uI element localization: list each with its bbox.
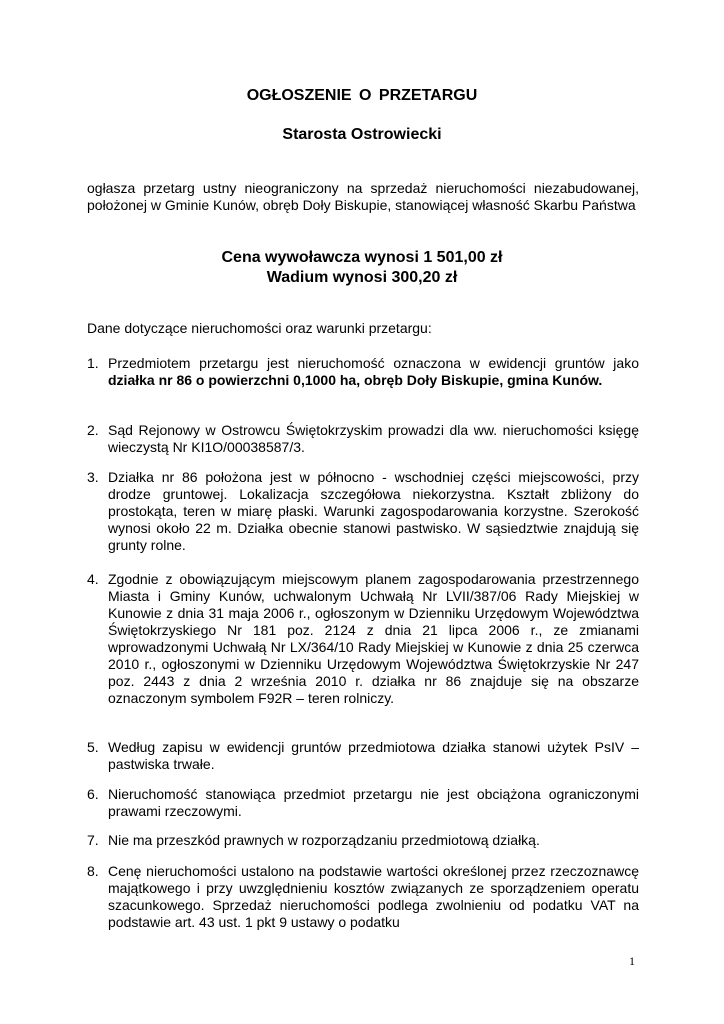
list-item-number: 2. (87, 422, 99, 438)
deposit-line: Wadium wynosi 300,20 zł (266, 269, 458, 286)
price-block (0, 248, 724, 288)
list-item (87, 863, 639, 931)
list-item (87, 739, 639, 773)
list-item-text-bold: działka nr 86 o powierzchni 0,1000 ha, obręb Doły Biskupie, gmina Kunów. (108, 372, 603, 388)
starting-price-line: Cena wywoławcza wynosi 1 501,00 zł (221, 249, 503, 266)
list-item-text: Według zapisu w ewidencji gruntów przedmiotowa działka stanowi użytek PsIV – pastwiska trwałe. (108, 739, 639, 772)
list-item-text: Sąd Rejonowy w Ostrowcu Świętokrzyskim prowadzi dla ww. nieruchomości księgę wieczystą Nr KI1O/00038587/3. (108, 422, 639, 455)
list-item-text: Działka nr 86 położona jest w północno - wschodniej części miejscowości, przy drodze gruntowej. Lokalizacja szczegółowa niekorzystna. Kształt zbliżony do prostokąta, teren w miarę płaski. Warunki zagospodarowania korzystne. Szerokość wynosi około 22 m. Działka obecnie stanowi pastwisko. W sąsiedztwie znajdują się grunty rolne. (108, 469, 639, 553)
list-item-text: Nieruchomość stanowiąca przedmiot przetargu nie jest obciążona ograniczonymi prawami rzeczowymi. (108, 786, 639, 819)
issuer-heading: Starosta Ostrowiecki (282, 126, 442, 143)
list-item-text (108, 355, 639, 389)
intro-paragraph: ogłasza przetarg ustny nieograniczony na sprzedaż nieruchomości niezabudowanej, położonej w Gminie Kunów, obręb Doły Biskupie, stanowiącej własność Skarbu Państwa (87, 180, 639, 213)
page-number: 1 (629, 954, 635, 968)
list-item-number: 5. (87, 739, 99, 755)
list-item-number: 8. (87, 863, 99, 879)
conditions-lead: Dane dotyczące nieruchomości oraz warunki przetargu: (87, 320, 432, 336)
list-item-number: 7. (87, 832, 99, 848)
list-item-text: Cenę nieruchomości ustalono na podstawie wartości określonej przez rzeczoznawcę majątkowego i przy uwzględnieniu kosztów związanych ze sporządzeniem operatu szacunkowego. Sprzedaż nieruchomości podlega zwolnieniu od podatku VAT na podstawie art. 43 ust. 1 pkt 9 ustawy o podatku (108, 863, 639, 930)
list-item (87, 571, 639, 707)
list-item (87, 355, 639, 389)
list-item (87, 832, 639, 849)
list-item (87, 786, 639, 820)
list-item-text-plain: Przedmiotem przetargu jest nieruchomość oznaczona w ewidencji gruntów jako (108, 355, 639, 371)
page-title: OGŁOSZENIE O PRZETARGU (246, 87, 478, 104)
list-item-number: 3. (87, 469, 99, 485)
list-item-number: 4. (87, 571, 99, 587)
list-item (87, 469, 639, 554)
list-item-number: 1. (87, 355, 99, 371)
list-item-number: 6. (87, 786, 99, 802)
list-item-text: Zgodnie z obowiązującym miejscowym planem zagospodarowania przestrzennego Miasta i Gminy Kunów, uchwalonym Uchwałą Nr LVII/387/06 Rady Miejskiej w Kunowie z dnia 31 maja 2006 r., ogłoszonym w Dzienniku Urzędowym Województwa Świętokrzyskiego Nr 181 poz. 2124 z dnia 21 lipca 2006 r., ze zmianami wprowadzonymi Uchwałą Nr LX/364/10 Rady Miejskiej w Kunowie z dnia 25 czerwca 2010 r., ogłoszonymi w Dzienniku Urzędowym Województwa Świętokrzyskie Nr 247 poz. 2443 z dnia 2 września 2010 r. działka nr 86 znajduje się na obszarze oznaczonym symbolem F92R – teren rolniczy. (108, 571, 639, 706)
list-item-text: Nie ma przeszkód prawnych w rozporządzaniu przedmiotową działką. (108, 832, 540, 848)
list-item (87, 422, 639, 456)
